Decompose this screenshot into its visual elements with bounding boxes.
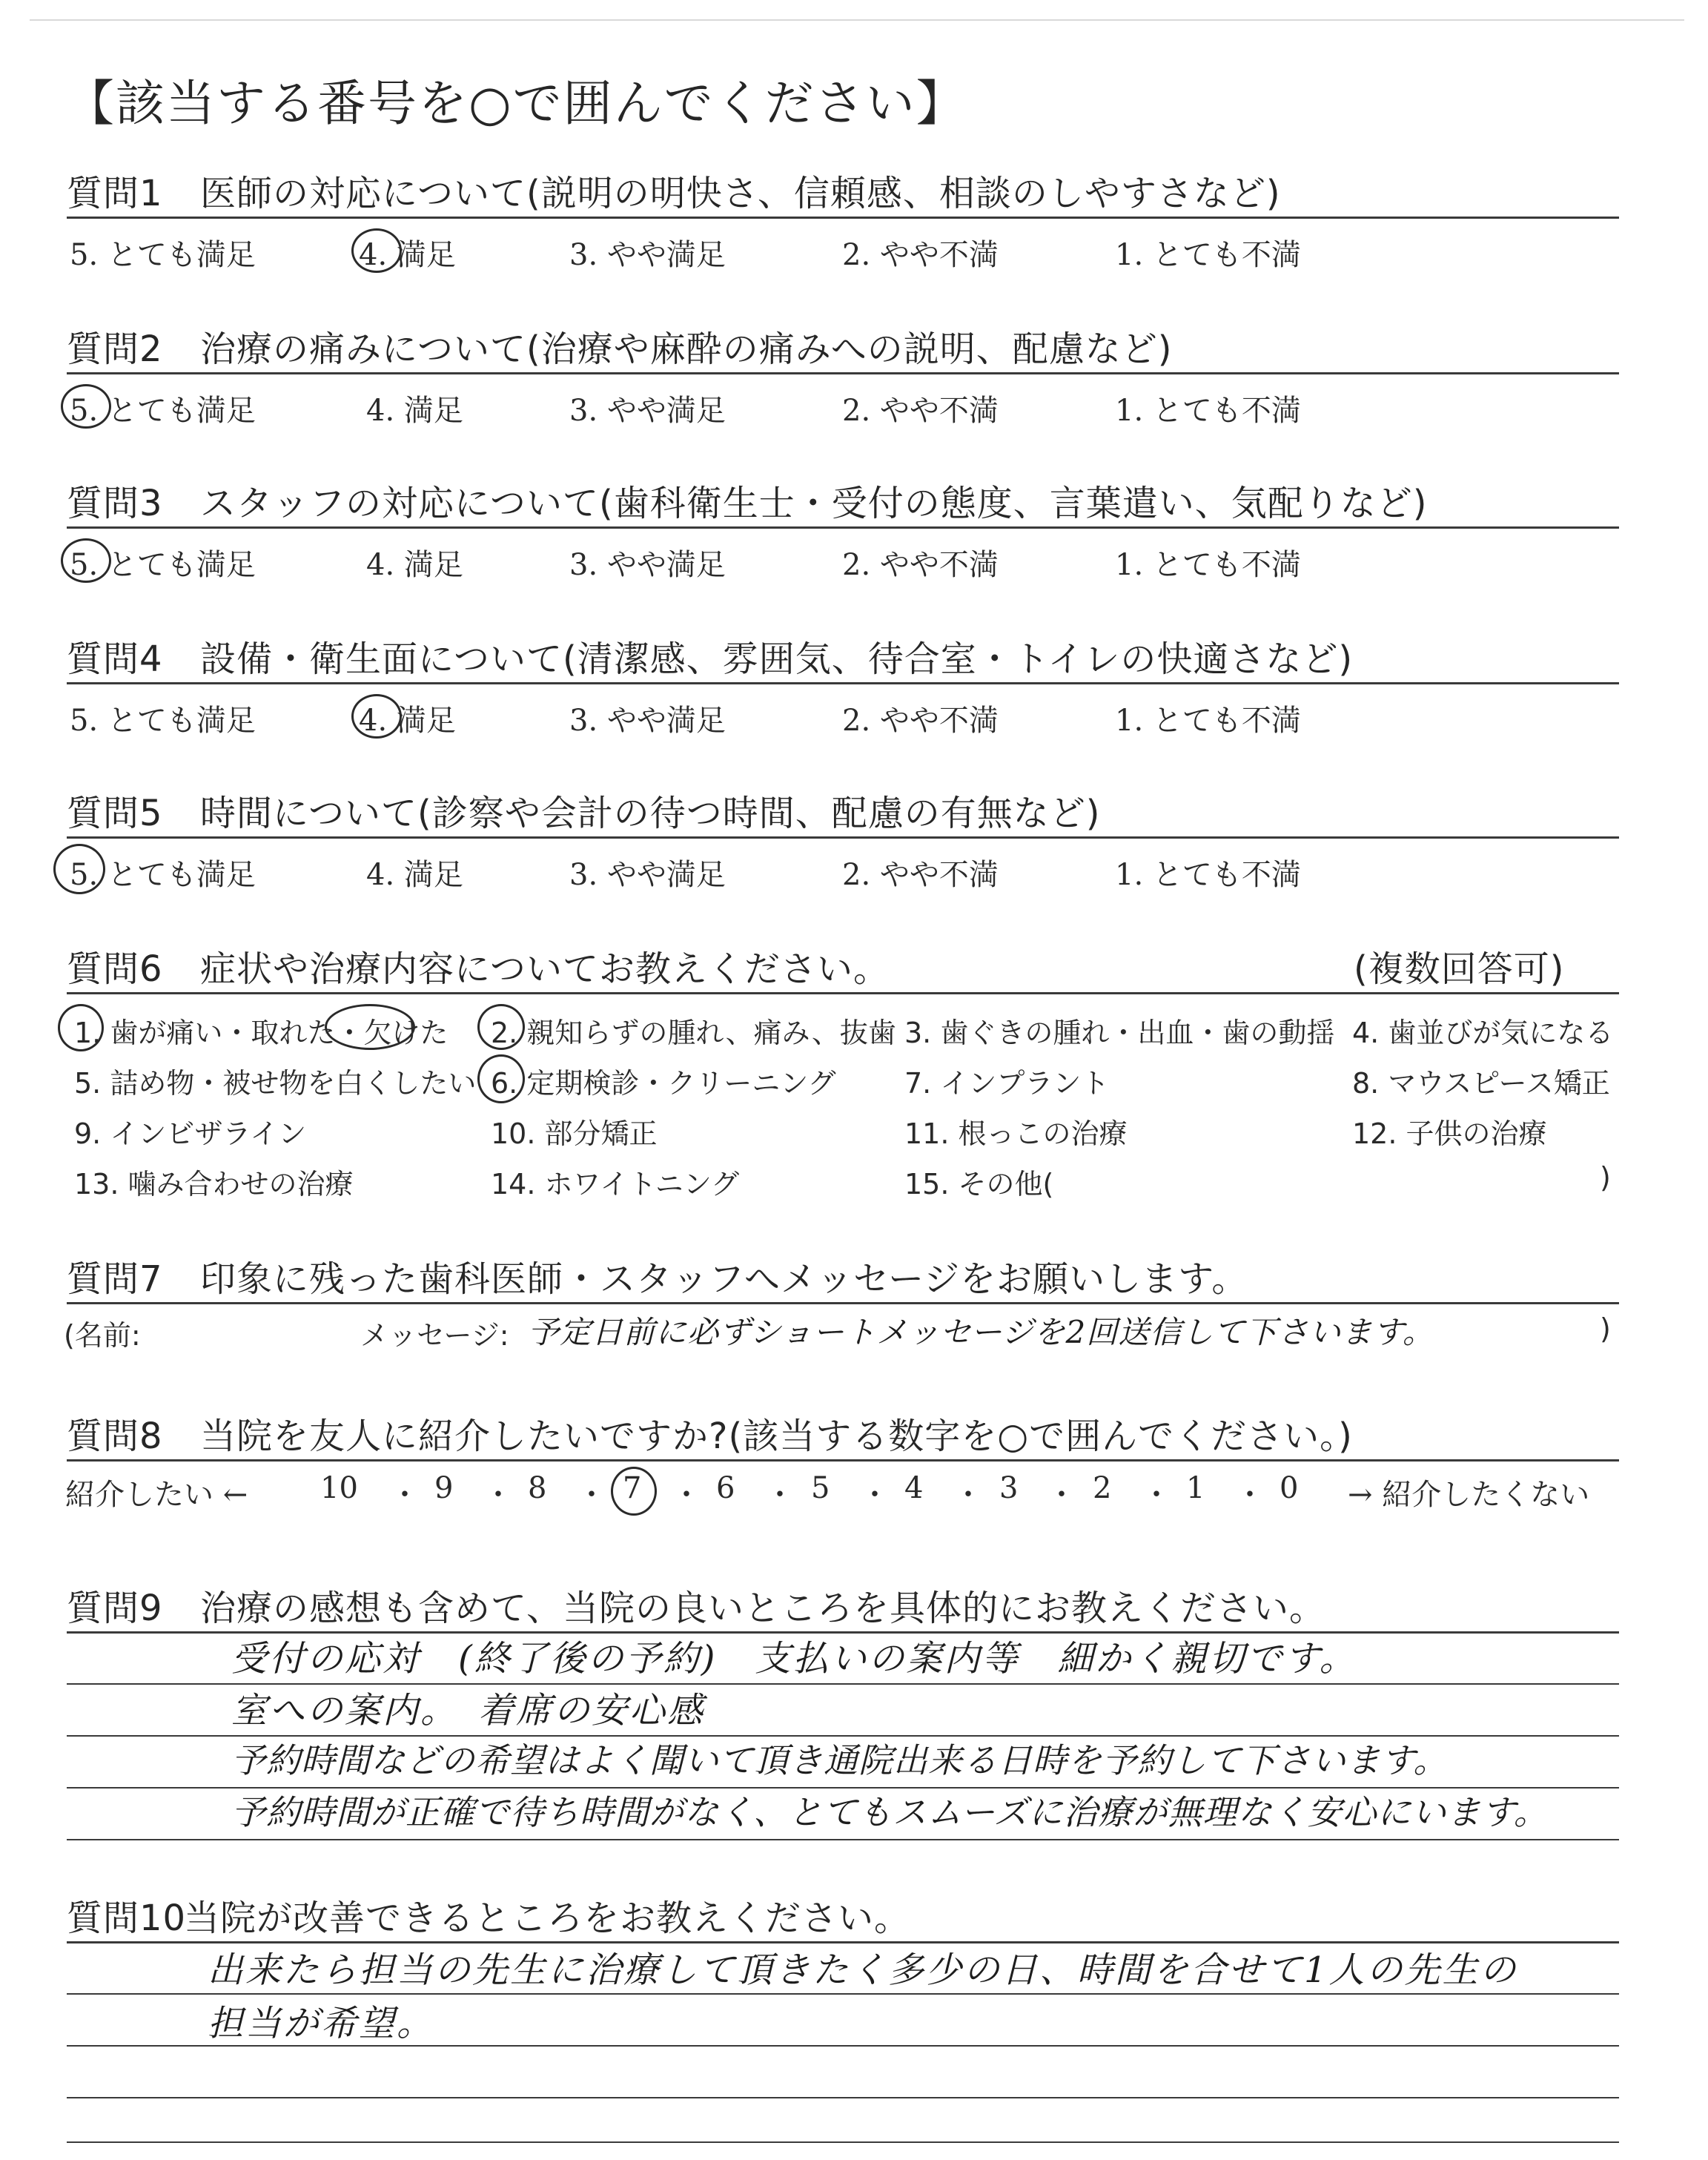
q8-dot: ・ (390, 1478, 420, 1512)
q1-selected-circle (351, 228, 402, 273)
q4-number: 質問4 (67, 638, 163, 680)
q2-option-1[interactable]: 1. とても不満 (1115, 394, 1301, 428)
q6-selected-circle-2 (477, 1004, 525, 1050)
q3-option-5[interactable]: 5. とても満足 (70, 548, 256, 582)
q8-dot: ・ (1235, 1478, 1265, 1512)
q5-selected-circle (53, 844, 105, 894)
q8-rule (67, 1459, 1619, 1462)
q9-answer-line-1[interactable]: 受付の応対 (終了後の予約) 支払いの案内等 細かく親切です。 (231, 1638, 1357, 1680)
q6-option-8[interactable]: 8. マウスピース矯正 (1352, 1067, 1610, 1100)
q10-answer-line-2[interactable]: 担当が希望。 (208, 2003, 435, 2044)
q1-option-2[interactable]: 2. やや不満 (842, 238, 999, 272)
q7-text: 印象に残った歯科医師・スタッフへメッセージをお願いします。 (200, 1258, 1248, 1300)
q6-option-2[interactable]: 2. 親知らずの腫れ、痛み、抜歯 (491, 1017, 896, 1049)
q8-number: 質問8 (67, 1416, 163, 1457)
top-edge-line (30, 19, 1684, 21)
q6-option-14[interactable]: 14. ホワイトニング (491, 1168, 740, 1200)
q8-title (67, 1407, 1353, 1459)
q7-rule (67, 1302, 1619, 1304)
q4-option-2[interactable]: 2. やや不満 (842, 704, 999, 738)
q2-option-4[interactable]: 4. 満足 (366, 394, 463, 428)
q6-option-5[interactable]: 5. 詰め物・被せ物を白くしたい (74, 1067, 477, 1100)
q10-number: 質問10 (67, 1898, 187, 1939)
q1-number: 質問1 (67, 173, 163, 214)
q4-selected-circle (351, 694, 402, 739)
q5-option-3[interactable]: 3. やや満足 (569, 858, 726, 892)
q4-option-4[interactable]: 4. 満足 (359, 704, 456, 738)
q8-dot: ・ (953, 1478, 983, 1512)
q6-option-15[interactable]: 15. その他( (904, 1168, 1054, 1200)
q3-number: 質問3 (67, 483, 163, 524)
q5-rule (67, 836, 1619, 839)
q6-option-7[interactable]: 7. インプラント (904, 1067, 1110, 1100)
q9-number: 質問9 (67, 1588, 163, 1629)
q10-answer-line-1[interactable]: 出来たら担当の先生に治療して頂きたく多少の日、時間を合せて1人の先生の (208, 1949, 1518, 1991)
q2-title (67, 320, 1173, 371)
q1-option-1[interactable]: 1. とても不満 (1115, 238, 1301, 272)
q3-option-3[interactable]: 3. やや満足 (569, 548, 726, 582)
q8-dot: ・ (672, 1478, 701, 1512)
q3-rule (67, 526, 1619, 529)
q8-score-9[interactable]: 9 (434, 1471, 454, 1505)
q6-multiple-note: (複数回答可) (1354, 948, 1565, 990)
q7-message-label: メッセージ: (360, 1319, 509, 1352)
q8-dot: ・ (1047, 1478, 1076, 1512)
q8-score-4[interactable]: 4 (904, 1471, 924, 1505)
q4-text: 設備・衛生面について(清潔感、雰囲気、待合室・トイレの快適さなど) (200, 638, 1354, 680)
q8-score-2[interactable]: 2 (1093, 1471, 1112, 1505)
q6-text: 症状や治療内容についてお教えください。 (200, 948, 890, 990)
q1-option-5[interactable]: 5. とても満足 (70, 238, 256, 272)
q6-option-9[interactable]: 9. インビザライン (74, 1117, 307, 1150)
q6-option-1[interactable]: 1. 歯が痛い・取れた・欠けた (74, 1017, 448, 1049)
q8-text: 当院を友人に紹介したいですか?(該当する数字を○で囲んでください。) (200, 1416, 1353, 1457)
q2-number: 質問2 (67, 328, 163, 370)
q1-rule (67, 217, 1619, 219)
q8-left-label: 紹介したい ← (65, 1478, 248, 1512)
q3-option-1[interactable]: 1. とても不満 (1115, 548, 1301, 582)
q10-text: 当院が改善できるところをお教えください。 (184, 1898, 911, 1939)
q1-option-3[interactable]: 3. やや満足 (569, 238, 726, 272)
q2-selected-circle (61, 384, 111, 429)
q6-selected-circle-kaketa (325, 1004, 415, 1050)
q8-score-8[interactable]: 8 (528, 1471, 547, 1505)
q8-dot: ・ (483, 1478, 513, 1512)
q6-option-4[interactable]: 4. 歯並びが気になる (1352, 1017, 1614, 1049)
q9-answer-line-4[interactable]: 予約時間が正確で待ち時間がなく、とてもスムーズに治療が無理なく安心にいます。 (231, 1792, 1549, 1832)
q8-score-5[interactable]: 5 (811, 1471, 830, 1505)
q9-answer-line-2[interactable]: 室への案内。 着席の安心感 (231, 1690, 706, 1731)
q2-option-3[interactable]: 3. やや満足 (569, 394, 726, 428)
q10-rule-4 (67, 2097, 1619, 2098)
q9-title (67, 1579, 1325, 1631)
q3-option-4[interactable]: 4. 満足 (366, 548, 463, 582)
q8-selected-circle (611, 1467, 657, 1516)
q6-other-close-paren: ) (1600, 1161, 1611, 1194)
q8-dot: ・ (860, 1478, 890, 1512)
q2-option-5[interactable]: 5. とても満足 (70, 394, 256, 428)
q5-title (67, 785, 1101, 836)
q5-option-1[interactable]: 1. とても不満 (1115, 858, 1301, 892)
q6-selected-circle-6 (477, 1054, 525, 1103)
q5-option-5[interactable]: 5. とても満足 (70, 858, 256, 892)
q2-option-2[interactable]: 2. やや不満 (842, 394, 999, 428)
q6-rule (67, 992, 1619, 994)
q8-right-label: → 紹介したくない (1348, 1478, 1590, 1512)
q6-number: 質問6 (67, 948, 163, 990)
q8-score-3[interactable]: 3 (999, 1471, 1019, 1505)
q8-score-10[interactable]: 10 (320, 1471, 358, 1505)
q1-option-4[interactable]: 4. 満足 (359, 238, 456, 272)
q6-option-10[interactable]: 10. 部分矯正 (491, 1117, 658, 1150)
q3-title (67, 475, 1428, 526)
q5-option-2[interactable]: 2. やや不満 (842, 858, 999, 892)
q7-close-paren: ) (1600, 1312, 1611, 1345)
q6-selected-circle-1 (58, 1004, 104, 1051)
q8-score-7[interactable]: 7 (623, 1471, 642, 1505)
q10-title (67, 1889, 910, 1941)
q6-option-12[interactable]: 12. 子供の治療 (1352, 1117, 1547, 1150)
q6-option-11[interactable]: 11. 根っこの治療 (904, 1117, 1128, 1150)
q7-title (67, 1250, 1248, 1301)
q2-text: 治療の痛みについて(治療や麻酔の痛みへの説明、配慮など) (200, 328, 1173, 370)
q3-text: スタッフの対応について(歯科衛生士・受付の態度、言葉遣い、気配りなど) (200, 483, 1428, 524)
q5-option-4[interactable]: 4. 満足 (366, 858, 463, 892)
q9-answer-line-3[interactable]: 予約時間などの希望はよく聞いて頂き通院出来る日時を予約して下さいます。 (231, 1740, 1449, 1780)
q1-title (67, 165, 1281, 216)
q4-option-1[interactable]: 1. とても不満 (1115, 704, 1301, 738)
q6-option-3[interactable]: 3. 歯ぐきの腫れ・出血・歯の動揺 (904, 1017, 1335, 1049)
q7-number: 質問7 (67, 1258, 163, 1300)
q10-rule-5 (67, 2141, 1619, 2143)
q3-selected-circle (61, 538, 111, 583)
page-header: 【該当する番号を○で囲んでください】 (65, 75, 967, 132)
q4-title (67, 630, 1353, 681)
q4-option-5[interactable]: 5. とても満足 (70, 704, 256, 738)
q4-rule (67, 682, 1619, 684)
q8-dot: ・ (765, 1478, 795, 1512)
q7-message-handwritten[interactable]: 予定日前に必ずショートメッセージを2回送信して下さいます。 (528, 1314, 1434, 1350)
q7-name-label: (名前: (64, 1319, 141, 1352)
q9-rule-5 (67, 1839, 1619, 1840)
q8-dot: ・ (1142, 1478, 1171, 1512)
q5-number: 質問5 (67, 793, 163, 834)
q1-text: 医師の対応について(説明の明快さ、信頼感、相談のしやすさなど) (200, 173, 1281, 214)
q9-text: 治療の感想も含めて、当院の良いところを具体的にお教えください。 (200, 1588, 1326, 1629)
q6-title (67, 940, 890, 991)
q8-dot: ・ (577, 1478, 606, 1512)
q2-rule (67, 372, 1619, 374)
q4-option-3[interactable]: 3. やや満足 (569, 704, 726, 738)
q6-option-6[interactable]: 6. 定期検診・クリーニング (491, 1067, 836, 1100)
q8-score-6[interactable]: 6 (716, 1471, 735, 1505)
q5-text: 時間について(診察や会計の待つ時間、配慮の有無など) (200, 793, 1101, 834)
q8-score-1[interactable]: 1 (1186, 1471, 1205, 1505)
q6-option-13[interactable]: 13. 噛み合わせの治療 (74, 1168, 354, 1200)
q8-score-0[interactable]: 0 (1280, 1471, 1299, 1505)
q3-option-2[interactable]: 2. やや不満 (842, 548, 999, 582)
